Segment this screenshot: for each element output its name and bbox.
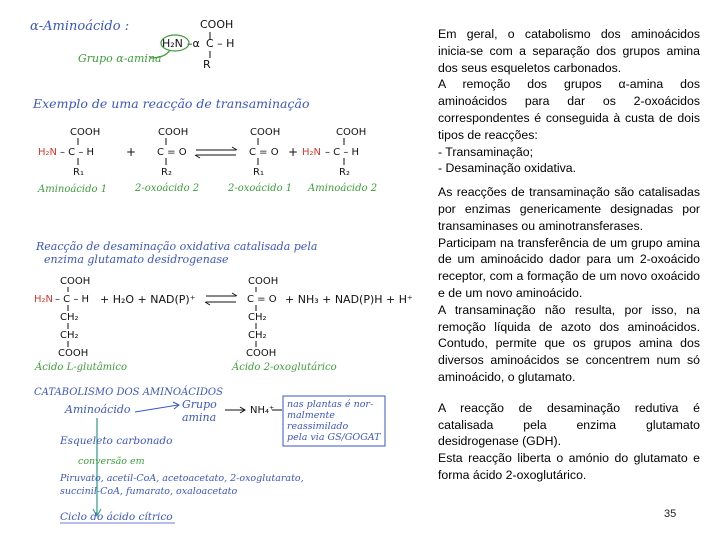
cat-box-line-4: pela via GS/GOGAT [287,432,381,443]
svg-text:COOH: COOH [60,276,91,287]
svg-text:+: + [288,145,299,159]
svg-text:R₂: R₂ [161,167,172,178]
cat-box-line-2: malmente [287,410,335,421]
svg-text:COOH: COOH [200,18,234,31]
svg-text:C = O: C = O [157,147,187,158]
svg-text:– C – H: – C – H [325,147,360,158]
example-title: Exemplo de uma reacção de transaminação [33,96,310,111]
catabolism-title: CATABOLISMO DOS AMINOÁCIDOS [34,387,223,398]
svg-text:C = O: C = O [247,294,277,305]
p2-line-1: As reacções de transaminação são catalisadas por enzimas genericamente designadas por transaminases ou aminotransferases. [438,185,700,233]
paragraph-deamination [438,400,700,484]
svg-text:CH₂: CH₂ [60,330,79,341]
svg-text:R: R [203,58,211,71]
svg-text:COOH: COOH [336,127,367,138]
example-name-4: Aminoácido 2 [308,183,378,194]
p3-line-2: Esta reacção liberta o amónio do glutamato e forma ácido 2-oxoglutárico. [438,451,700,482]
p1-line-1: Em geral, o catabolismo dos aminoácidos inicia-se com a separação dos grupos amina dos seus esqueletos carbonados. [438,27,700,75]
svg-text:C = O: C = O [249,147,279,158]
svg-text:COOH: COOH [248,276,279,287]
svg-text:CH₂: CH₂ [60,312,79,323]
svg-text:+: + [126,145,137,159]
svg-text:COOH: COOH [246,348,277,359]
cat-skeleton: Esqueleto carbonado [60,435,173,447]
example-name-1: Aminoácido 1 [38,184,108,195]
cat-products-2: succinil-CoA, fumarato, oxaloacetato [60,486,238,497]
example-name-2: 2-oxoácido 2 [135,183,200,194]
svg-text:H₂N: H₂N [302,147,322,158]
p1-line-4: - Desaminação oxidativa. [438,161,577,176]
p3-line-1: A reacção de desaminação redutiva é catalisada pela enzima glutamato desidrogenase (GDH). [438,400,700,449]
svg-text:R₁: R₁ [253,167,264,178]
page-number: 35 [664,508,677,520]
paragraph-intro [438,26,700,177]
p1-line-3: - Transaminação; [438,144,534,159]
example-name-3: 2-oxoácido 1 [228,183,293,194]
cat-nh4: NH₄⁺ [250,405,275,416]
alpha-aminoacid-label: α-Aminoácido : [30,19,130,34]
p2-line-3: A transaminação não resulta, por isso, na remoção líquida de azoto dos aminoácidos. Contudo, permite que os grupos amina dos diversos aminoácidos se concentrem num só aminoácido, o glutamato. [438,302,700,384]
svg-text:H₂N: H₂N [34,294,54,305]
text-column [438,26,700,484]
svg-text:H₂N: H₂N [162,37,183,50]
reaction-right: + NH₃ + NAD(P)H + H⁺ [285,293,413,306]
cat-box-line-1: nas plantas é nor- [287,399,374,410]
svg-text:CH₂: CH₂ [248,312,267,323]
svg-text:R₁: R₁ [73,167,84,178]
cat-conversion: conversão em [78,456,145,467]
p2-line-2: Participam na transferência de um grupo amina de um aminoácido dador para um 2-oxoácido receptor, com a formação de um novo oxoácido e de um novo aminoácido. [438,235,700,300]
cat-krebs: Ciclo do ácido cítrico [60,511,173,523]
reaction-middle: + H₂O + NAD(P)⁺ [100,293,196,306]
svg-text:– C – H: – C – H [55,294,90,305]
group-amina-label: Grupo α-amina [78,52,162,65]
svg-text:COOH: COOH [250,127,281,138]
oxidative-title-2: enzima glutamato desidrogenase [44,253,229,266]
svg-text:CH₂: CH₂ [248,330,267,341]
svg-text:– C – H: – C – H [60,147,95,158]
cat-amine-group-1: Grupo [182,398,217,411]
oxidative-name-2: Ácido 2-oxoglutárico [232,362,337,373]
svg-text:–α: –α [187,37,200,50]
cat-box-line-3: reassimilado [287,421,349,432]
svg-text:C – H: C – H [206,37,235,50]
svg-text:COOH: COOH [158,127,189,138]
paragraph-transamination [438,184,700,386]
oxidative-title-1: Reacção de desaminação oxidativa catalisada pela [36,240,318,253]
svg-text:H₂N: H₂N [38,147,58,158]
p1-line-2: A remoção dos grupos α-amina dos aminoácidos para dar os 2-oxoácidos correspondentes é conseguida à custa de dois tipos de reacções: [438,77,700,142]
svg-text:R₂: R₂ [339,167,350,178]
svg-text:COOH: COOH [70,127,101,138]
svg-text:COOH: COOH [58,348,89,359]
oxidative-name-1: Ácido L-glutâmico [35,362,127,373]
cat-products-1: Piruvato, acetil-CoA, acetoacetato, 2-oxoglutarato, [60,473,304,484]
cat-amine-group-2: amina [182,411,217,424]
cat-aminoacid: Aminoácido [65,403,131,416]
